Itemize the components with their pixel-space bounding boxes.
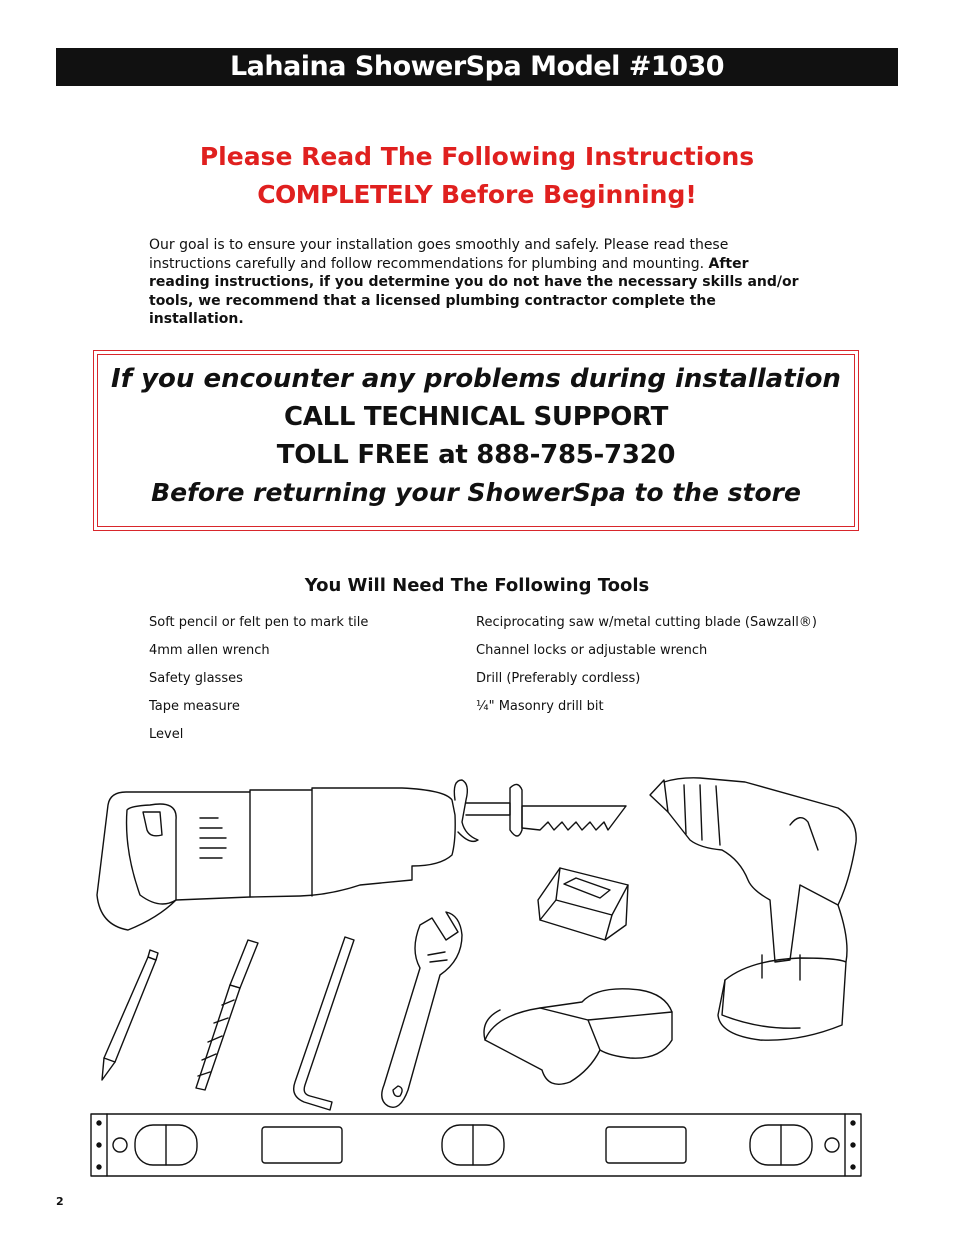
level-icon xyxy=(91,1114,861,1176)
allen-wrench-icon xyxy=(294,937,354,1110)
tool-item: Drill (Preferably cordless) xyxy=(476,671,641,686)
support-phone-line: TOLL FREE at 888-785-7320 xyxy=(276,440,676,470)
tool-item: ¼" Masonry drill bit xyxy=(476,699,604,714)
adjustable-wrench-icon xyxy=(382,912,462,1107)
warning-emphasis: COMPLETELY xyxy=(257,180,433,209)
tool-item: Safety glasses xyxy=(149,671,243,686)
pencil-icon xyxy=(102,950,158,1080)
intro-text: Our goal is to ensure your installation goes smoothly and safely. Please read these instructions carefully and follow recommendations for plumbing and mounting. xyxy=(149,237,729,272)
cordless-drill-icon xyxy=(650,778,856,1040)
support-line-1: If you encounter any problems during installation xyxy=(111,364,841,394)
support-line-2: CALL TECHNICAL SUPPORT xyxy=(283,402,669,432)
masonry-drill-bit-icon xyxy=(196,940,258,1090)
reciprocating-saw-icon xyxy=(97,780,626,930)
tool-item: Level xyxy=(149,727,184,742)
support-line-4: Before returning your ShowerSpa to the store xyxy=(151,478,801,507)
tool-item: Reciprocating saw w/metal cutting blade (Sawzall®) xyxy=(476,615,817,630)
page-title: Lahaina ShowerSpa Model #1030 xyxy=(56,48,898,86)
tool-item: Soft pencil or felt pen to mark tile xyxy=(149,615,369,630)
tools-heading: You Will Need The Following Tools xyxy=(304,575,650,596)
safety-glasses-icon xyxy=(484,989,672,1084)
page-number: 2 xyxy=(56,1195,64,1208)
intro-bold-text: After reading instructions, if you determine you do not have the necessary skills and/or tools, we recommend that a licensed plumbing contractor complete the installation. xyxy=(149,255,799,327)
tool-item: 4mm allen wrench xyxy=(149,643,270,658)
tape-measure-icon xyxy=(538,868,628,940)
warning-line-1: Please Read The Following Instructions xyxy=(199,142,755,171)
tool-item: Tape measure xyxy=(149,699,240,714)
warning-line-2-rest: Before Beginning! xyxy=(432,180,697,209)
tool-item: Channel locks or adjustable wrench xyxy=(476,643,708,658)
